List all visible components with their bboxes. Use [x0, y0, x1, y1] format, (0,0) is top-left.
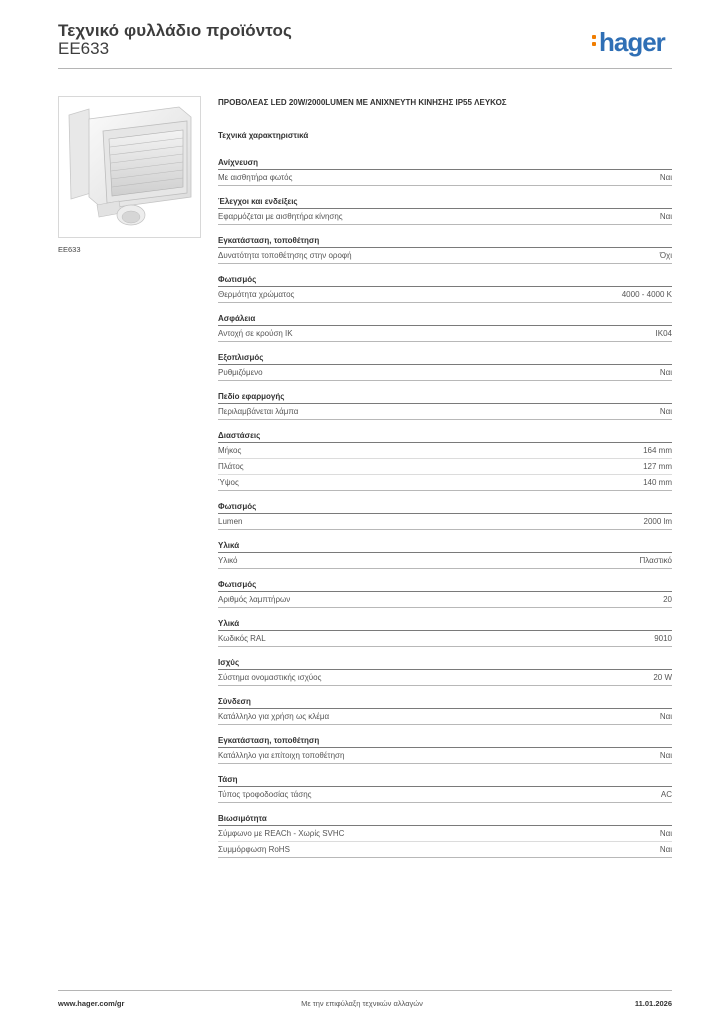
spec-group — [218, 812, 672, 858]
product-title: ΠΡΟΒΟΛΕΑΣ LED 20W/2000LUMEN ΜΕ ΑΝΙΧΝΕΥΤΗ ΚΙΝΗΣΗΣ IP55 ΛΕΥΚΟΣ — [218, 98, 507, 107]
footer-date: 11.01.2026 — [634, 999, 672, 1008]
spec-group-title: Ασφάλεια — [218, 312, 672, 326]
footer-website-link[interactable]: www.hager.com/gr — [58, 999, 125, 1008]
spec-row — [218, 170, 672, 186]
spec-label: Lumen — [218, 517, 243, 526]
spec-value: 2000 lm — [643, 517, 672, 526]
spec-group-title: Ανίχνευση — [218, 156, 672, 170]
spec-value: Ναι — [659, 173, 672, 182]
footer-notice: Με την επιφύλαξη τεχνικών αλλαγών — [301, 999, 423, 1008]
spec-value: 4000 - 4000 K — [621, 290, 672, 299]
spec-value: Ναι — [659, 751, 672, 760]
spec-group-title: Φωτισμός — [218, 578, 672, 592]
spec-row — [218, 365, 672, 381]
spec-group — [218, 390, 672, 420]
logo-text: hager — [599, 27, 665, 57]
spec-row — [218, 248, 672, 264]
spec-row — [218, 670, 672, 686]
spec-label: Σύστημα ονομαστικής ισχύος — [218, 673, 322, 682]
floodlight-illustration — [59, 97, 200, 237]
spec-group-title: Εξοπλισμός — [218, 351, 672, 365]
spec-group — [218, 734, 672, 764]
spec-group-title: Εγκατάσταση, τοποθέτηση — [218, 234, 672, 248]
spec-label: Σύμφωνο με REACh - Χωρίς SVHC — [218, 829, 345, 838]
spec-group-title: Πεδίο εφαρμογής — [218, 390, 672, 404]
spec-row — [218, 209, 672, 225]
spec-label: Συμμόρφωση RoHS — [218, 845, 290, 854]
spec-group-title: Βιωσιμότητα — [218, 812, 672, 826]
spec-value: 9010 — [654, 634, 672, 643]
spec-label: Μήκος — [218, 446, 242, 455]
spec-label: Κατάλληλο για χρήση ως κλέμα — [218, 712, 330, 721]
spec-group-title: Εγκατάσταση, τοποθέτηση — [218, 734, 672, 748]
spec-row — [218, 553, 672, 569]
spec-group — [218, 578, 672, 608]
spec-label: Αντοχή σε κρούση IK — [218, 329, 293, 338]
spec-group — [218, 351, 672, 381]
spec-value: AC — [660, 790, 672, 799]
spec-label: Εφαρμόζεται με αισθητήρα κίνησης — [218, 212, 343, 221]
photo-caption: EE633 — [58, 245, 81, 254]
spec-label: Περιλαμβάνεται λάμπα — [218, 407, 299, 416]
spec-group — [218, 156, 672, 186]
technical-specs — [218, 156, 672, 867]
spec-value: Ναι — [659, 845, 672, 854]
spec-row — [218, 514, 672, 530]
spec-value: Ναι — [659, 829, 672, 838]
spec-row — [218, 709, 672, 725]
spec-row — [218, 443, 672, 459]
spec-label: Θερμότητα χρώματος — [218, 290, 295, 299]
spec-row — [218, 287, 672, 303]
spec-row — [218, 842, 672, 858]
spec-value: 20 — [663, 595, 672, 604]
spec-group — [218, 312, 672, 342]
spec-row — [218, 326, 672, 342]
spec-group-title: Φωτισμός — [218, 273, 672, 287]
spec-group — [218, 195, 672, 225]
spec-group — [218, 773, 672, 803]
spec-group — [218, 656, 672, 686]
spec-label: Τύπος τροφοδοσίας τάσης — [218, 790, 312, 799]
spec-value: Ναι — [659, 368, 672, 377]
spec-group-title: Διαστάσεις — [218, 429, 672, 443]
product-code: EE633 — [58, 39, 110, 58]
spec-group-title: Σύνδεση — [218, 695, 672, 709]
spec-row — [218, 475, 672, 491]
spec-group-title: Υλικά — [218, 617, 672, 631]
spec-row — [218, 748, 672, 764]
spec-label: Κατάλληλο για επίτοιχη τοποθέτηση — [218, 751, 345, 760]
spec-value: 20 W — [653, 673, 672, 682]
spec-group-title: Ισχύς — [218, 656, 672, 670]
header-divider — [58, 68, 672, 69]
spec-value: 164 mm — [643, 446, 672, 455]
spec-row — [218, 592, 672, 608]
footer-divider — [58, 990, 672, 991]
spec-group-title: Φωτισμός — [218, 500, 672, 514]
spec-group — [218, 429, 672, 491]
spec-group — [218, 500, 672, 530]
spec-group-title: Τάση — [218, 773, 672, 787]
product-photo — [58, 96, 201, 238]
logo-dots-icon — [592, 32, 597, 49]
spec-value: 127 mm — [643, 462, 672, 471]
spec-value: Πλαστικό — [639, 556, 672, 565]
spec-group — [218, 617, 672, 647]
spec-group — [218, 695, 672, 725]
spec-group — [218, 539, 672, 569]
spec-group-title: Έλεγχοι και ενδείξεις — [218, 195, 672, 209]
spec-row — [218, 787, 672, 803]
spec-value: Ναι — [659, 712, 672, 721]
spec-label: Ρυθμιζόμενο — [218, 368, 263, 377]
spec-label: Αριθμός λαμπτήρων — [218, 595, 291, 604]
spec-value: Ναι — [659, 212, 672, 221]
spec-row — [218, 631, 672, 647]
spec-label: Κωδικός RAL — [218, 634, 266, 643]
spec-value: Ναι — [659, 407, 672, 416]
spec-row — [218, 826, 672, 842]
spec-group — [218, 273, 672, 303]
spec-row — [218, 459, 672, 475]
spec-group — [218, 234, 672, 264]
spec-label: Με αισθητήρα φωτός — [218, 173, 293, 182]
spec-group-title: Υλικά — [218, 539, 672, 553]
document-title: Τεχνικό φυλλάδιο προϊόντος — [58, 21, 292, 40]
spec-value: Όχι — [659, 251, 672, 260]
spec-label: Πλάτος — [218, 462, 244, 471]
hager-logo — [592, 27, 665, 58]
spec-value: 140 mm — [643, 478, 672, 487]
spec-row — [218, 404, 672, 420]
section-heading: Τεχνικά χαρακτηριστικά — [218, 131, 309, 140]
spec-label: Δυνατότητα τοποθέτησης στην οροφή — [218, 251, 352, 260]
spec-label: Υλικό — [218, 556, 238, 565]
spec-value: IK04 — [655, 329, 672, 338]
spec-label: Ύψος — [218, 478, 239, 487]
